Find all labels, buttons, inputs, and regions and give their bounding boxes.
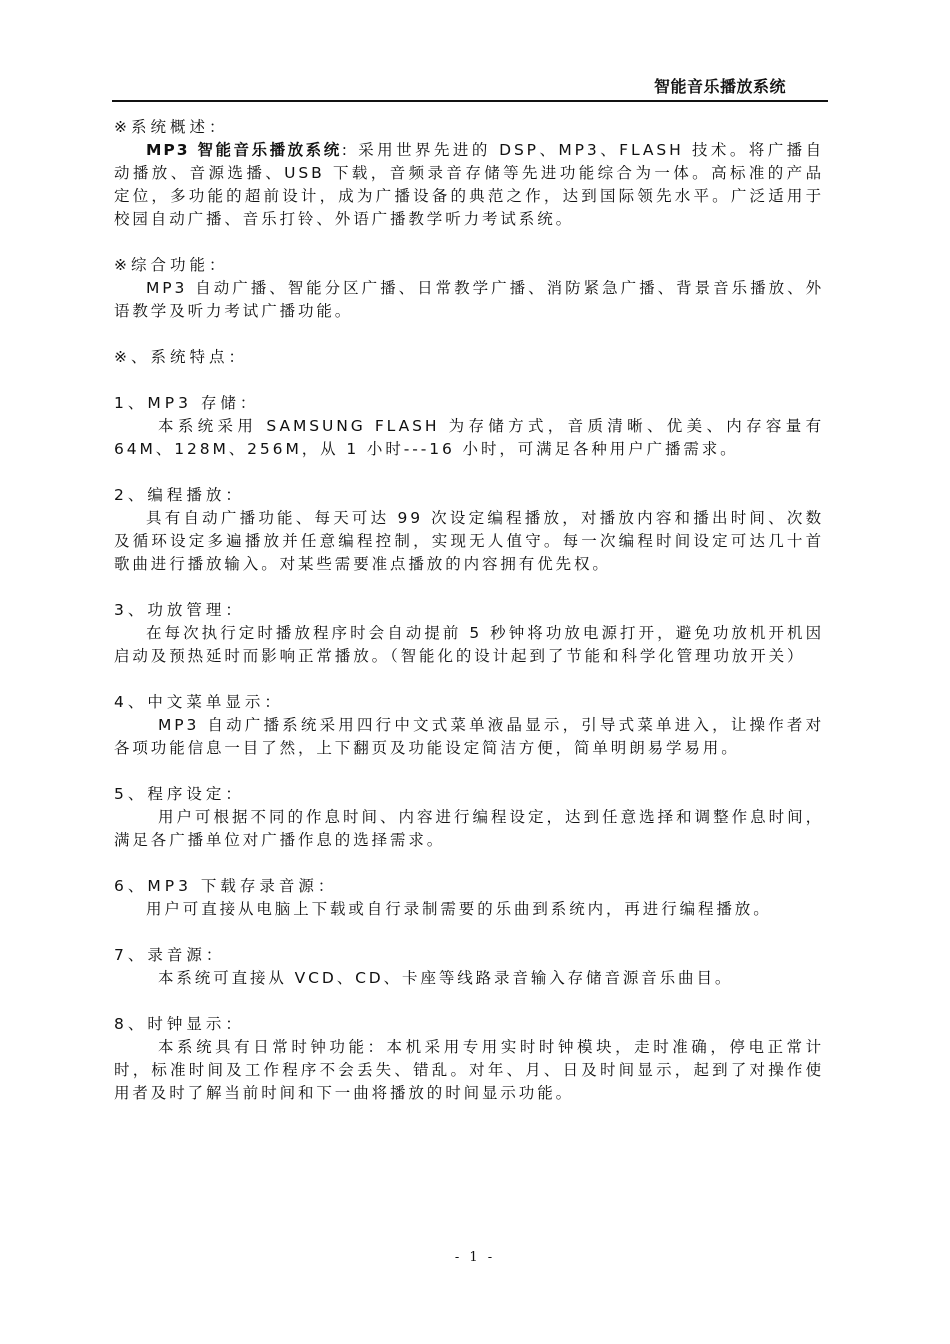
feature-2-title: 2、编程播放：: [114, 486, 245, 504]
feature-5-title: 5、程序设定：: [114, 785, 245, 803]
overview-text: : 采用世界先进的 DSP、MP3、FLASH 技术。将广播自动播放、音源选播、USB 下载，音频录音存储等先进功能综合为一体。高标准的产品定位，多功能的超前设计，成为广播设备的典范之作，达到国际领先水平。广泛适用于校园自动广播、音乐打铃、外语广播教学听力考试系统。: [114, 141, 824, 228]
document-body: [114, 116, 824, 1105]
functions-heading: ※综合功能：: [114, 256, 229, 274]
feature-8-text: 本系统具有日常时钟功能：本机采用专用实时时钟模块，走时准确，停电正常计时，标准时间及工作程序不会丢失、错乱。对年、月、日及时间显示，起到了对操作使用者及时了解当前时间和下一曲将播放的时间显示功能。: [114, 1038, 824, 1102]
feature-1-text: 本系统采用 SAMSUNG FLASH 为存储方式，音质清晰、优美、内存容量有 64M、128M、256M，从 1 小时---16 小时，可满足各种用户广播需求。: [114, 417, 824, 458]
overview-paragraph: [114, 139, 824, 231]
header-title: 智能音乐播放系统: [653, 77, 786, 96]
page-number: - 1 -: [454, 1250, 496, 1265]
features-heading: ※、系统特点：: [114, 348, 248, 366]
feature-4-title: 4、中文菜单显示：: [114, 693, 284, 711]
feature-5-text: 用户可根据不同的作息时间、内容进行编程设定，达到任意选择和调整作息时间，满足各广播单位对广播作息的选择需求。: [114, 808, 824, 849]
feature-2-text: 具有自动广播功能、每天可达 99 次设定编程播放，对播放内容和播出时间、次数及循环设定多遍播放并任意编程控制，实现无人值守。每一次编程时间设定可达几十首歌曲进行播放输入。对某些需要准点播放的内容拥有优先权。: [114, 509, 824, 573]
overview-heading: ※系统概述：: [114, 118, 229, 136]
feature-6-title: 6、MP3 下载存录音源：: [114, 877, 338, 895]
feature-4-text: MP3 自动广播系统采用四行中文式菜单液晶显示，引导式菜单进入，让操作者对各项功能信息一目了然，上下翻页及功能设定简洁方便，简单明朗易学易用。: [114, 716, 824, 757]
feature-7-text: 本系统可直接从 VCD、CD、卡座等线路录音输入存储音源音乐曲目。: [158, 969, 734, 987]
product-name: MP3 智能音乐播放系统: [146, 141, 342, 159]
feature-3-text: 在每次执行定时播放程序时会自动提前 5 秒钟将功放电源打开，避免功放机开机因启动及预热延时而影响正常播放。（智能化的设计起到了节能和科学化管理功放开关）: [114, 624, 824, 665]
functions-text: MP3 自动广播、智能分区广播、日常教学广播、消防紧急广播、背景音乐播放、外语教学及听力考试广播功能。: [114, 279, 824, 320]
feature-3-title: 3、功放管理：: [114, 601, 245, 619]
page-header: [112, 70, 828, 102]
feature-8-title: 8、时钟显示：: [114, 1015, 245, 1033]
feature-7-title: 7、录音源：: [114, 946, 226, 964]
feature-1-title: 1、MP3 存储：: [114, 394, 260, 412]
feature-6-text: 用户可直接从电脑上下载或自行录制需要的乐曲到系统内，再进行编程播放。: [146, 900, 772, 918]
